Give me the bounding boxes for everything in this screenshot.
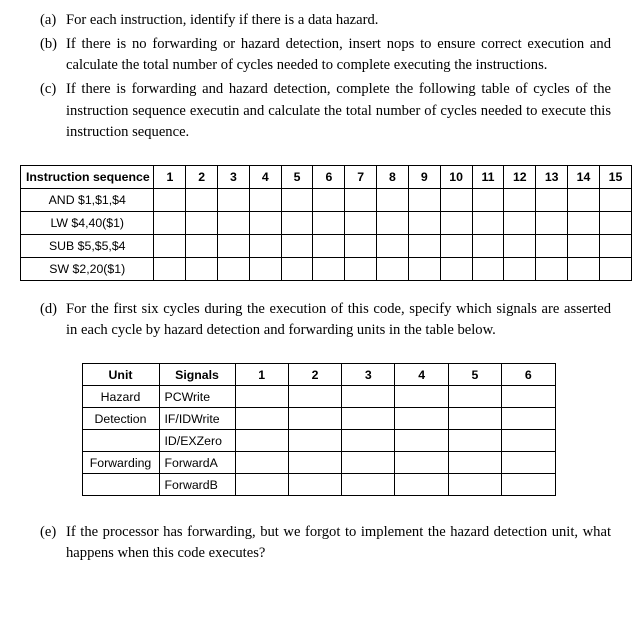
signal-cell[interactable]: [235, 386, 288, 408]
cycle-cell[interactable]: [440, 234, 472, 257]
signal-cell[interactable]: [502, 386, 555, 408]
cycle-cell[interactable]: [377, 188, 409, 211]
cycle-cell[interactable]: [345, 211, 377, 234]
cycle-cell[interactable]: [599, 257, 631, 280]
cycle-header-15: 15: [599, 165, 631, 188]
cycle-cell[interactable]: [472, 257, 504, 280]
cycle-cell[interactable]: [154, 257, 186, 280]
question-text-e: If the processor has forwarding, but we forgot to implement the hazard detection unit, what happens when this code executes?: [66, 524, 611, 562]
instruction-sequence-header: Instruction sequence: [21, 165, 154, 188]
question-item-b: [14, 34, 623, 76]
cycle-cell[interactable]: [536, 211, 568, 234]
cycle-cell[interactable]: [408, 257, 440, 280]
signal-cell[interactable]: [342, 452, 395, 474]
cycle-header-8: 8: [377, 165, 409, 188]
signal-cell[interactable]: [342, 386, 395, 408]
cycle-header-1: 1: [154, 165, 186, 188]
table-row: [82, 408, 555, 430]
cycle-cell[interactable]: [504, 188, 536, 211]
signal-cell[interactable]: [448, 408, 501, 430]
cycle-header-14: 14: [568, 165, 600, 188]
cycle-cell[interactable]: [218, 234, 250, 257]
question-item-e: [14, 522, 623, 564]
signal-cell[interactable]: [342, 474, 395, 496]
cycle-cell[interactable]: [504, 257, 536, 280]
question-text-a: For each instruction, identify if there is a data hazard.: [66, 12, 379, 28]
cycle-header-5: 5: [281, 165, 313, 188]
table-row: [21, 211, 632, 234]
signal-cell[interactable]: [342, 408, 395, 430]
question-item-a: [14, 10, 623, 31]
signal-cell[interactable]: [235, 408, 288, 430]
signal-cell[interactable]: [395, 408, 448, 430]
cycle-cell[interactable]: [599, 234, 631, 257]
signal-cell[interactable]: [288, 430, 341, 452]
signal-cell[interactable]: [395, 430, 448, 452]
cycle-cell[interactable]: [218, 188, 250, 211]
cycle-header-4: 4: [249, 165, 281, 188]
cycle-cell[interactable]: [154, 234, 186, 257]
table-row: [82, 474, 555, 496]
instruction-label-1: AND $1,$1,$4: [21, 188, 154, 211]
cycle-header-3: 3: [218, 165, 250, 188]
signal-cell[interactable]: [502, 452, 555, 474]
cycle-header-10: 10: [440, 165, 472, 188]
cycle-cell[interactable]: [408, 188, 440, 211]
signal-cell[interactable]: [448, 386, 501, 408]
question-marker-b: (b): [40, 36, 58, 53]
signal-label-2: IF/IDWrite: [159, 408, 235, 430]
cycle-cell[interactable]: [536, 188, 568, 211]
signal-cell[interactable]: [288, 452, 341, 474]
signals-header-cycle-4: 4: [395, 364, 448, 386]
cycle-cell[interactable]: [440, 211, 472, 234]
signal-cell[interactable]: [395, 452, 448, 474]
signals-header-cycle-6: 6: [502, 364, 555, 386]
signal-cell[interactable]: [235, 474, 288, 496]
unit-label-1: Hazard: [82, 386, 159, 408]
cycle-cell[interactable]: [186, 257, 218, 280]
signal-cell[interactable]: [288, 474, 341, 496]
signals-header-cycle-5: 5: [448, 364, 501, 386]
cycle-cell[interactable]: [186, 234, 218, 257]
cycle-cell[interactable]: [281, 188, 313, 211]
cycle-cell[interactable]: [218, 211, 250, 234]
cycle-cell[interactable]: [313, 234, 345, 257]
table-row: [82, 386, 555, 408]
cycle-cell[interactable]: [599, 211, 631, 234]
unit-label-2: Detection: [82, 408, 159, 430]
cycle-cell[interactable]: [504, 234, 536, 257]
instruction-sequence-table-wrapper: [20, 165, 623, 281]
cycle-cell[interactable]: [345, 257, 377, 280]
table-header-row: [82, 364, 555, 386]
cycle-cell[interactable]: [536, 234, 568, 257]
cycle-cell[interactable]: [249, 211, 281, 234]
signal-cell[interactable]: [395, 386, 448, 408]
signal-cell[interactable]: [342, 430, 395, 452]
table-row: [21, 188, 632, 211]
question-item-c: [14, 79, 623, 142]
cycle-cell[interactable]: [377, 211, 409, 234]
cycle-cell[interactable]: [154, 188, 186, 211]
cycle-cell[interactable]: [408, 211, 440, 234]
signals-header-signals: Signals: [159, 364, 235, 386]
question-item-d: [14, 299, 623, 341]
cycle-cell[interactable]: [408, 234, 440, 257]
cycle-cell[interactable]: [345, 188, 377, 211]
table-header-row: [21, 165, 632, 188]
signal-cell[interactable]: [395, 474, 448, 496]
cycle-cell[interactable]: [568, 188, 600, 211]
signal-label-3: ID/EXZero: [159, 430, 235, 452]
cycle-header-13: 13: [536, 165, 568, 188]
cycle-header-12: 12: [504, 165, 536, 188]
cycle-cell[interactable]: [472, 188, 504, 211]
cycle-cell[interactable]: [472, 211, 504, 234]
cycle-cell[interactable]: [536, 257, 568, 280]
cycle-cell[interactable]: [568, 234, 600, 257]
cycle-cell[interactable]: [249, 234, 281, 257]
signals-header-cycle-1: 1: [235, 364, 288, 386]
signal-cell[interactable]: [448, 474, 501, 496]
signals-table: [82, 363, 556, 496]
unit-label-4: Forwarding: [82, 452, 159, 474]
cycle-cell[interactable]: [504, 211, 536, 234]
cycle-cell[interactable]: [440, 257, 472, 280]
signal-label-5: ForwardB: [159, 474, 235, 496]
cycle-header-6: 6: [313, 165, 345, 188]
signal-cell[interactable]: [288, 386, 341, 408]
cycle-header-2: 2: [186, 165, 218, 188]
signals-header-cycle-3: 3: [342, 364, 395, 386]
unit-label-3: [82, 430, 159, 452]
question-marker-d: (d): [40, 300, 58, 317]
cycle-cell[interactable]: [472, 234, 504, 257]
signal-cell[interactable]: [288, 408, 341, 430]
signal-cell[interactable]: [235, 452, 288, 474]
unit-label-5: [82, 474, 159, 496]
cycle-header-9: 9: [408, 165, 440, 188]
signals-header-unit: Unit: [82, 364, 159, 386]
table-row: [21, 234, 632, 257]
signal-label-1: PCWrite: [159, 386, 235, 408]
signals-table-wrapper: [14, 363, 623, 496]
cycle-cell[interactable]: [313, 211, 345, 234]
signal-cell[interactable]: [502, 474, 555, 496]
question-marker-a: (a): [40, 12, 57, 28]
cycle-cell[interactable]: [377, 257, 409, 280]
cycle-cell[interactable]: [249, 257, 281, 280]
cycle-cell[interactable]: [281, 234, 313, 257]
cycle-cell[interactable]: [377, 234, 409, 257]
question-marker-e: (e): [40, 524, 57, 541]
signal-cell[interactable]: [502, 408, 555, 430]
signal-label-4: ForwardA: [159, 452, 235, 474]
cycle-cell[interactable]: [186, 188, 218, 211]
cycle-header-7: 7: [345, 165, 377, 188]
table-row: [82, 452, 555, 474]
question-text-d: For the first six cycles during the execution of this code, specify which signals are asserted in each cycle by hazard detection and forwarding units in the table below.: [66, 300, 611, 339]
table-row: [21, 257, 632, 280]
signal-cell[interactable]: [448, 430, 501, 452]
cycle-cell[interactable]: [249, 188, 281, 211]
cycle-cell[interactable]: [313, 257, 345, 280]
question-marker-c: (c): [40, 81, 57, 98]
instruction-sequence-table: [20, 165, 632, 281]
signal-cell[interactable]: [235, 430, 288, 452]
cycle-cell[interactable]: [599, 188, 631, 211]
signals-header-cycle-2: 2: [288, 364, 341, 386]
question-text-b: If there is no forwarding or hazard detection, insert nops to ensure correct execution and calculate the total number of cycles needed to complete executing the instructions.: [66, 36, 611, 74]
cycle-cell[interactable]: [281, 211, 313, 234]
cycle-cell[interactable]: [313, 188, 345, 211]
cycle-cell[interactable]: [568, 257, 600, 280]
question-text-c: If there is forwarding and hazard detection, complete the following table of cycles of the instruction sequence executin and calculate the total number of cycles needed to execute this instruction sequence.: [66, 81, 611, 140]
cycle-cell[interactable]: [440, 188, 472, 211]
cycle-header-11: 11: [472, 165, 504, 188]
cycle-cell[interactable]: [281, 257, 313, 280]
cycle-cell[interactable]: [218, 257, 250, 280]
signal-cell[interactable]: [448, 452, 501, 474]
instruction-label-4: SW $2,20($1): [21, 257, 154, 280]
table-row: [82, 430, 555, 452]
cycle-cell[interactable]: [568, 211, 600, 234]
cycle-cell[interactable]: [186, 211, 218, 234]
instruction-label-3: SUB $5,$5,$4: [21, 234, 154, 257]
signal-cell[interactable]: [502, 430, 555, 452]
cycle-cell[interactable]: [345, 234, 377, 257]
instruction-label-2: LW $4,40($1): [21, 211, 154, 234]
cycle-cell[interactable]: [154, 211, 186, 234]
